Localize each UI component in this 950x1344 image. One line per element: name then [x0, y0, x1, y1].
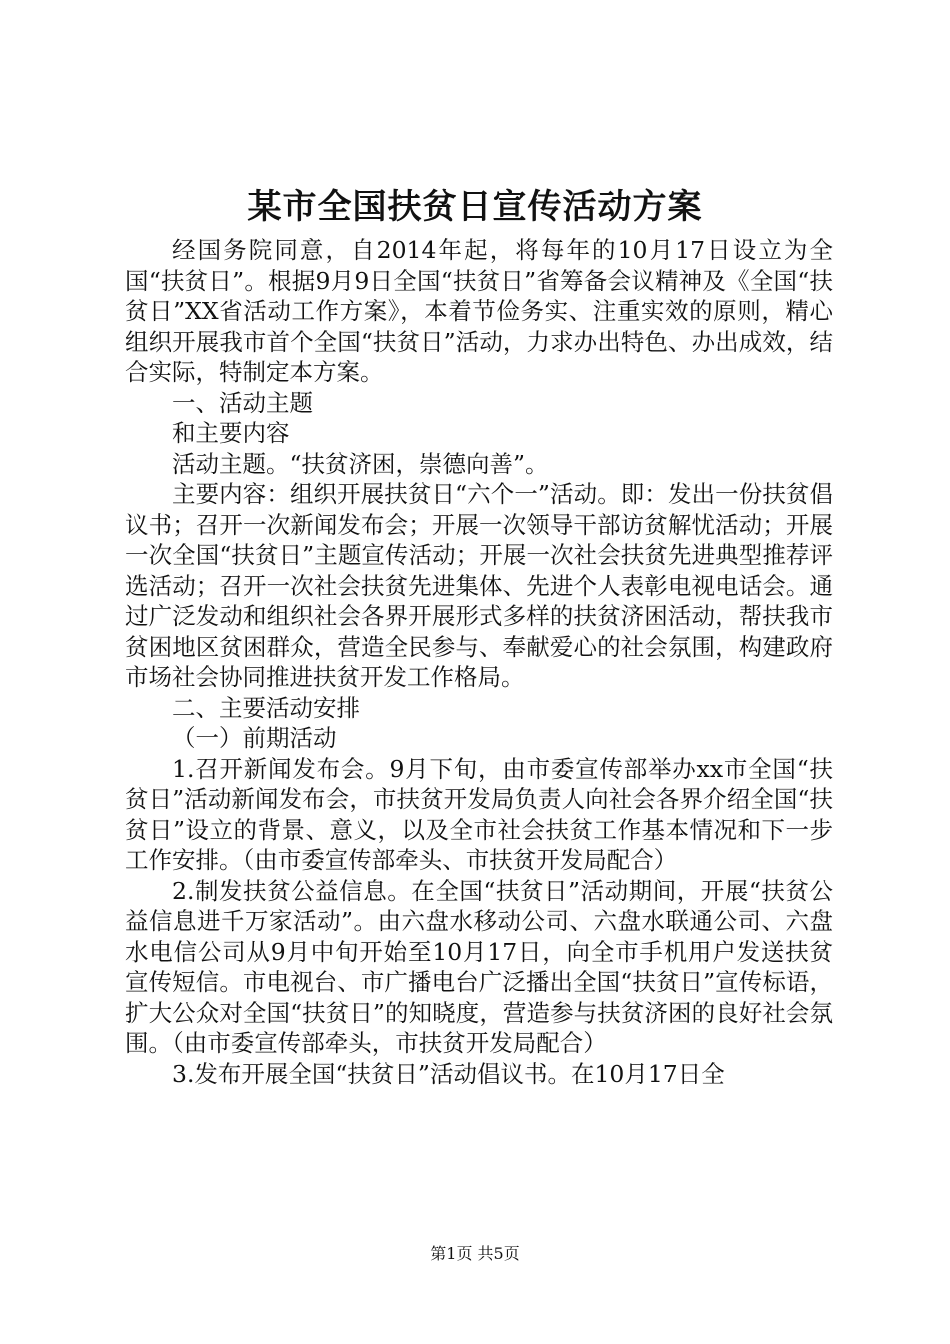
paragraph-item-1: 1.召开新闻发布会。9月下旬，由市委宣传部举办xx市全国“扶贫日”活动新闻发布会，市扶贫开发局负责人向社会各界介绍全国“扶贫日”设立的背景、意义，以及全市社会扶贫工作基本情况和下一步工作安排。（由市委宣传部牵头、市扶贫开发局配合）: [125, 754, 833, 874]
document-body: [125, 235, 833, 1089]
section-heading-2: 二、主要活动安排: [172, 693, 360, 722]
document-title: 某市全国扶贫日宣传活动方案: [247, 187, 703, 227]
page-number-footer: 第1页 共5页: [430, 1244, 520, 1263]
paragraph-item-2: 2.制发扶贫公益信息。在全国“扶贫日”活动期间，开展“扶贫公益信息进千万家活动”。由六盘水移动公司、六盘水联通公司、六盘水电信公司从9月中旬开始至10月17日，向全市手机用户发送扶贫宣传短信。市电视台、市广播电台广泛播出全国“扶贫日”宣传标语，扩大公众对全国“扶贫日”的知晓度，营造参与扶贫济困的良好社会氛围。（由市委宣传部牵头，市扶贫开发局配合）: [125, 876, 833, 1057]
section-heading-1: 一、活动主题: [172, 388, 313, 417]
paragraph-item-3: 3.发布开展全国“扶贫日”活动倡议书。在10月17日全: [172, 1059, 725, 1088]
paragraph-theme: 活动主题。“扶贫济困，崇德向善”。: [172, 449, 549, 478]
paragraph-intro: 经国务院同意，自2014年起，将每年的10月17日设立为全国“扶贫日”。根据9月9日全国“扶贫日”省筹备会议精神及《全国“扶贫日”XX省活动工作方案》，本着节俭务实、注重实效的原则，精心组织开展我市首个全国“扶贫日”活动，力求办出特色、办出成效，结合实际，特制定本方案。: [125, 236, 833, 386]
subsection-heading-early: （一）前期活动: [172, 724, 337, 752]
paragraph-main-content: 主要内容：组织开展扶贫日“六个一”活动。即：发出一份扶贫倡议书；召开一次新闻发布会；开展一次领导干部访贫解忧活动；开展一次全国“扶贫日”主题宣传活动；开展一次社会扶贫先进典型推荐评选活动；召开一次社会扶贫先进集体、先进个人表彰电视电话会。通过广泛发动和组织社会各界开展形式多样的扶贫济困活动，帮扶我市贫困地区贫困群众，营造全民参与、奉献爱心的社会氛围，构建政府市场社会协同推进扶贫开发工作格局。: [125, 480, 833, 691]
section-heading-1-cont: 和主要内容: [172, 419, 290, 447]
